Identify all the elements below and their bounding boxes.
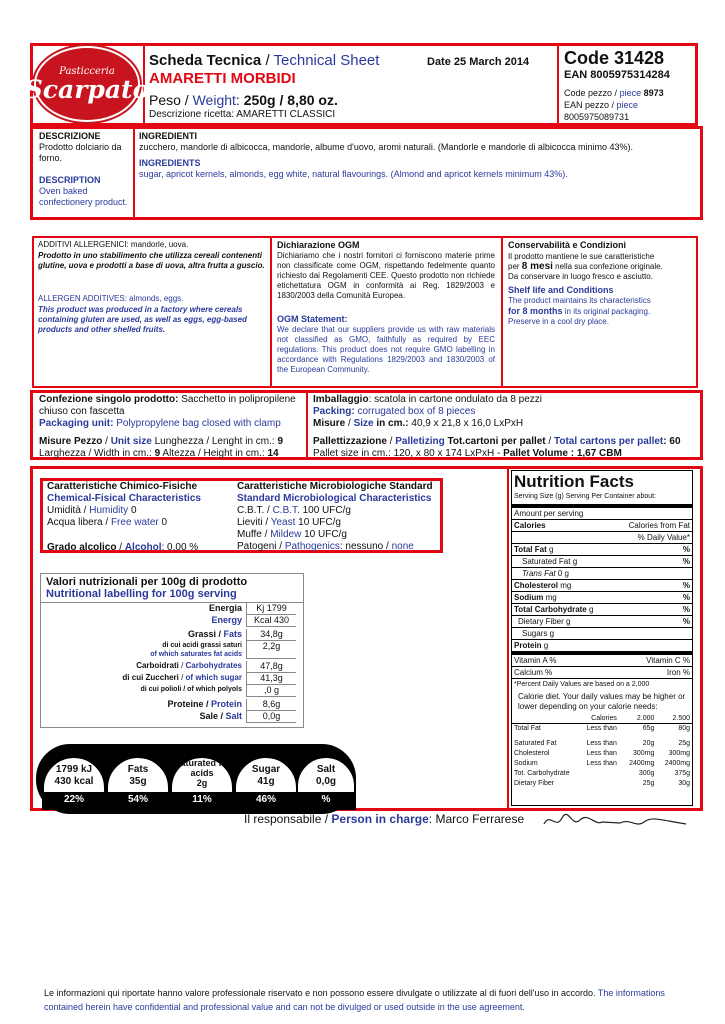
ean-piece-value: 8005975089731: [564, 112, 630, 122]
nf-daily-cell: Total Fat: [514, 725, 541, 732]
nf-daily-row: [512, 724, 692, 734]
scarpato-logo: [24, 46, 150, 122]
nf-daily-cell: Less than: [586, 760, 617, 767]
nf-daily-cell: Dietary Fiber: [514, 780, 555, 787]
ingr-label-it: INGREDIENTI: [139, 131, 198, 141]
nf-daily-row: [512, 739, 692, 749]
chem-box: Caratteristiche Chimico-Fisiche Chemical-Fisical Characteristics Umidità / Humidity 0 Acqua libera / Free water 0 Grado alcolico / Alcohol: 0,00 %: [47, 481, 201, 553]
allergen-it: ADDITIVI ALLERGENICI: mandorle, uova.: [38, 240, 189, 249]
nf-daily-cell: Saturated Fat: [514, 740, 557, 747]
weight: Peso / Weight: 250g / 8,80 oz.: [149, 92, 338, 108]
ogm-text-it: Dichiariamo che i nostri fornitori ci forniscono materie prime non classificate come OGM, rispettando fedelmente quanto richiesto dai Regolamenti CEE. Questo prodotto non richiede etichettatura OGM in conformità ai Reg. 1829/2003 e 1830/2003 della Comunità Europea.: [277, 251, 495, 300]
nf-daily-cell: 25g: [642, 780, 655, 787]
nf-daily-row: [512, 759, 692, 769]
logo-name: Scarpato: [24, 74, 150, 104]
nf-daily-cell: Sodium: [514, 760, 538, 767]
badge-sugar: Sugar 41g 46%: [234, 756, 298, 810]
nf-daily-cell: 375g: [674, 770, 691, 777]
nf-daily-row: [512, 769, 692, 779]
storage-text-en: The product maintains its characteristics for 8 months in its original packaging. Preserve in a cool dry place.: [508, 296, 651, 326]
ean: EAN 8005975314284: [564, 69, 670, 81]
badge-energy: 1799 kJ 430 kcal 22%: [42, 756, 106, 810]
palletizing: Pallettizzazione / Palletizing Tot.cartoni per pallet / Total cartons per pallet: 60: [313, 436, 681, 447]
values-table: Valori nutrizionali per 100g di prodotto Nutritional labelling for 100g serving Energia Kj 1799 Energy Kcal 430 Grassi / Fats 34,8g di cui acidi grassi saturi of which saturates fat acids 2,2g Carboidrati / Carbohydrates 47,8g di cui Zuccheri / of which sugar 41,3g di cui polioli / of which polyols ,0 g Proteine / Protein 8,6g Sale / Salt 0,0g: [40, 573, 304, 728]
date: Date 25 March 2014: [427, 56, 530, 68]
badge-saturated: Saturated fat acids 2g 11%: [170, 756, 234, 810]
allergen-it-note: Prodotto in uno stabilimento che utilizza cereali contenenti glutine, uova e prodotti a base di uova, altra frutta a guscio.: [38, 251, 265, 270]
storage-title-en: Shelf life and Conditions: [508, 285, 614, 295]
allergen-en-note: This product was produced in a factory where cereals containing gluten are used, as well as eggs, egg-based products and other shelled fruits.: [38, 305, 247, 334]
logo-subtitle: Pasticceria: [59, 65, 115, 77]
desc-label-en: DESCRIPTION: [39, 175, 101, 185]
divider: [507, 466, 509, 811]
nf-daily-cell: Less than: [586, 750, 617, 757]
nf-daily-cell: Cholesterol: [514, 750, 550, 757]
allergen-en: ALLERGEN ADDITIVES: almonds, eggs.: [38, 294, 184, 303]
recipe: Descrizione ricetta: AMARETTI CLASSICI: [149, 109, 336, 120]
box-size: Misure / Size in cm.: 40,9 x 21,8 x 16,0 LxPxH: [313, 418, 524, 429]
ogm-text-en: We declare that our suppliers provide us with raw materials not classified as GMO, faithfully as required by EEC regulations. This product does not require GMO labelling in accordance with Regulations 1829/2003 and 1830/2003 of the European Community.: [277, 325, 495, 374]
nf-daily-row: [512, 749, 692, 759]
packing-en: Packing: corrugated box of 8 pieces: [313, 406, 476, 417]
divider: [133, 126, 135, 220]
packaging-unit: Packaging unit: Polypropylene bag closed with clamp: [39, 418, 281, 429]
nf-daily-cell: 2400mg: [629, 760, 655, 767]
nf-daily-cell: 300mg: [633, 750, 655, 757]
nutrition-facts: Nutrition Facts Serving Size (g) Serving Per Container about: Amount per serving Calories Calories from Fat % Daily Value* Total Fat g % Saturated Fat g % Trans Fat 0 g Cholesterol mg % Sodium mg % Total Carbohydrate g % Dietary Fiber g % Sugars g Protein g Vitamin A % Vitamin C % Calcium % Iron % *Percent Daily Values are based on a 2,000 Calorie diet. Your daily values may be higher or lower depending on your calorie needs: Calories 2.000 2.500 Total Fat Less than 65g 80g Saturated Fat Less than 20g 25g Cholesterol Less than 300mg 300mg Sodium Less than 2400mg 2400mg Tot. Carbohydrate 300g 375g Dietary Fiber 25g 30g: [511, 470, 693, 806]
nf-daily-cell: 25g: [678, 740, 691, 747]
micro-box: Caratteristiche Microbiologiche Standard Standard Microbiological Characteristics C.B.T. / C.B.T. 100 UFC/g Lieviti / Yeast 10 UFC/g Muffe / Mildew 10 UFC/g Patogeni / Pathogenics: nessuno / none: [237, 481, 433, 552]
ingr-text-it: zucchero, mandorle di albicocca, mandorle, albume d'uovo, aromi naturali. (Mandorle e mandorle di albicocca minimo 43%).: [139, 142, 633, 152]
single-pack: Confezione singolo prodotto: Sacchetto in polipropilene chiuso con fascetta: [39, 394, 296, 417]
divider: [270, 236, 272, 388]
code: Code 31428: [564, 48, 665, 68]
divider: [557, 43, 559, 126]
divider: [306, 390, 308, 460]
values-title: Valori nutrizionali per 100g di prodotto Nutritional labelling for 100g serving: [41, 574, 303, 603]
nf-daily-cell: 300mg: [668, 750, 691, 757]
nf-daily-row: [512, 779, 692, 789]
title: Scheda Tecnica / Technical Sheet: [149, 52, 380, 69]
nf-daily-cell: Less than: [586, 725, 617, 732]
nf-daily-cell: [579, 769, 617, 779]
nf-daily-cell: 300g: [638, 770, 655, 777]
ingr-text-en: sugar, apricot kernels, almonds, egg white, natural flavourings. (Almond and apricot kernels minimum 43%).: [139, 169, 568, 179]
badge-salt: Salt 0,0g %: [296, 756, 356, 810]
packing-it: Imballaggio: scatola in cartone ondulato da 8 pezzi: [313, 394, 543, 405]
nf-daily-table: [512, 723, 692, 789]
ogm-title-en: OGM Statement:: [277, 314, 348, 324]
nf-daily-cell: [579, 779, 617, 789]
responsible: Il responsabile / Person in charge: Marco Ferrarese: [244, 812, 525, 826]
nf-daily-cell: Less than: [586, 740, 617, 747]
unit-size-2: Larghezza / Width in cm.: 9 Altezza / Height in cm.: 14: [39, 448, 279, 459]
ogm-title-it: Dichiarazione OGM: [277, 240, 360, 250]
divider: [501, 236, 503, 388]
nf-daily-cell: 65g: [642, 725, 655, 732]
desc-text-en: Oven baked confectionery product.: [39, 186, 128, 207]
signature: [540, 810, 690, 832]
product-name: AMARETTI MORBIDI: [149, 70, 296, 87]
nf-daily-cell: 20g: [642, 740, 655, 747]
storage-title-it: Conservabilità e Condizioni: [508, 240, 627, 250]
nf-daily-cell: Tot. Carbohydrate: [514, 770, 570, 777]
nf-daily-cell: 30g: [678, 780, 691, 787]
nf-daily-cell: 80g: [678, 725, 691, 732]
ingr-label-en: INGREDIENTS: [139, 158, 201, 168]
nf-daily-cell: 2400mg: [664, 760, 691, 767]
ean-piece: EAN pezzo / piece: [564, 100, 639, 110]
pallet-size: Pallet size in cm.: 120, x 80 x 174 LxPxH - Pallet Volume : 1,67 CBM: [313, 448, 622, 459]
code-piece: Code pezzo / piece 8973: [564, 88, 664, 98]
desc-text-it: Prodotto dolciario da forno.: [39, 142, 122, 163]
unit-size: Misure Pezzo / Unit size Lunghezza / Lenght in cm.: 9: [39, 436, 284, 447]
storage-text-it: Il prodotto mantiene le sue caratteristiche per 8 mesi nella sua confezione originale. Da conservare in luogo fresco e asciutto.: [508, 252, 663, 281]
badge-fats: Fats 35g 54%: [106, 756, 170, 810]
footer-disclaimer: Le informazioni qui riportate hanno valore professionale riservato e non possono essere divulgate o utilizzate al di fuori dell'uso in accordo. The informations contained herein have confidential and professional value and can not be divulged or used outside in the use agreement.: [44, 988, 665, 1012]
desc-label-it: DESCRIZIONE: [39, 131, 101, 141]
